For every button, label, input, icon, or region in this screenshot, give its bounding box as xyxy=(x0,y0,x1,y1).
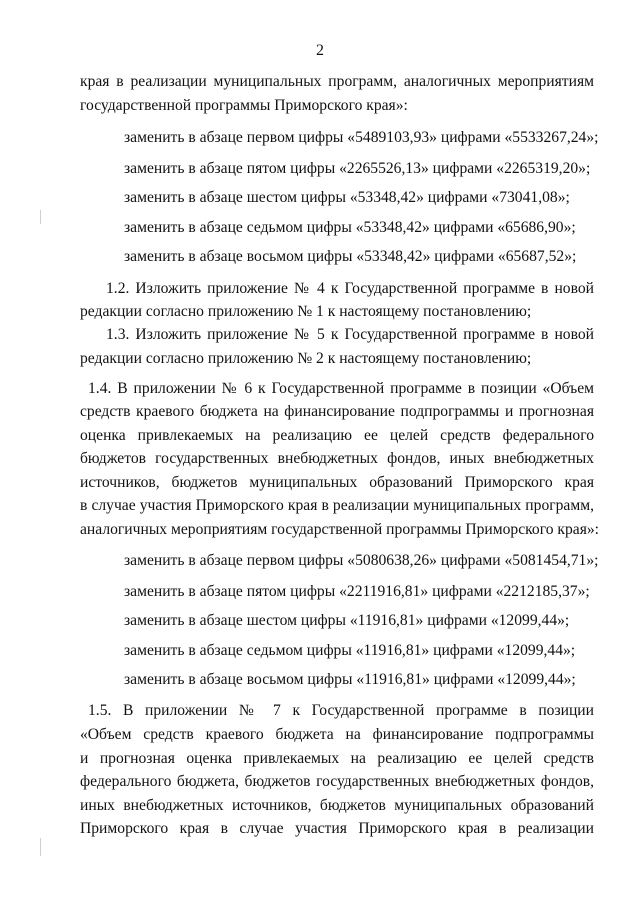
replacement-line: заменить в абзаце восьмом цифры «53348,42» цифрами «65687,52»; xyxy=(124,248,577,265)
item-1-4-line: 1.4. В приложении № 6 к Государственной программе в позиции «Объем xyxy=(88,380,594,397)
replacement-line: заменить в абзаце восьмом цифры «11916,81» цифрами «12099,44»; xyxy=(124,671,576,688)
item-1-5-line: федерального бюджета, бюджетов государственных внебюджетных фондов, xyxy=(80,773,594,790)
scan-mark xyxy=(40,838,41,856)
replacement-line: заменить в абзаце первом цифры «5080638,26» цифрами «5081454,71»; xyxy=(124,552,599,569)
item-1-5-line: и прогнозная оценка привлекаемых на реализацию ее целей средств xyxy=(80,750,594,767)
item-1-4-line: источников, бюджетов муниципальных образований Приморского края xyxy=(80,474,594,491)
replacement-line: заменить в абзаце шестом цифры «11916,81» цифрами «12099,44»; xyxy=(124,612,570,629)
intro-line: государственной программы Приморского края»: xyxy=(80,97,408,114)
item-1-4-line: бюджетов государственных внебюджетных фондов, иных внебюджетных xyxy=(80,450,594,467)
item-1-5-line: Приморского края в случае участия Приморского края в реализации xyxy=(80,820,594,837)
replacement-line: заменить в абзаце седьмом цифры «11916,81» цифрами «12099,44»; xyxy=(124,642,576,659)
item-1-3-line: 1.3. Изложить приложение № 5 к Государственной программе в новой xyxy=(106,326,594,343)
replacement-line: заменить в абзаце пятом цифры «2211916,81» цифрами «2212185,37»; xyxy=(124,583,590,600)
item-1-2-line: редакции согласно приложению № 1 к настоящему постановлению; xyxy=(80,303,532,320)
item-1-5-line: 1.5. В приложении № 7 к Государственной программе в позиции xyxy=(88,702,594,719)
scan-mark xyxy=(40,210,41,224)
item-1-2-line: 1.2. Изложить приложение № 4 к Государственной программе в новой xyxy=(106,280,594,297)
item-1-4-line: средств краевого бюджета на финансирование подпрограммы и прогнозная xyxy=(80,403,594,420)
replacement-line: заменить в абзаце пятом цифры «2265526,13» цифрами «2265319,20»; xyxy=(124,160,591,177)
item-1-5-line: иных внебюджетных источников, бюджетов муниципальных образований xyxy=(80,797,594,814)
intro-line: края в реализации муниципальных программ, аналогичных мероприятиям xyxy=(80,73,594,90)
replacement-line: заменить в абзаце первом цифры «5489103,93» цифрами «5533267,24»; xyxy=(124,129,599,146)
page-number: 2 xyxy=(316,42,324,59)
item-1-5-line: «Объем средств краевого бюджета на финансирование подпрограммы xyxy=(80,726,594,743)
replacement-line: заменить в абзаце седьмом цифры «53348,42» цифрами «65686,90»; xyxy=(124,219,576,236)
item-1-4-line: аналогичных мероприятиям государственной программы Приморского края»: xyxy=(80,521,600,538)
replacement-line: заменить в абзаце шестом цифры «53348,42» цифрами «73041,08»; xyxy=(124,189,570,206)
item-1-4-line: в случае участия Приморского края в реализации муниципальных программ, xyxy=(80,497,594,514)
item-1-3-line: редакции согласно приложению № 2 к настоящему постановлению; xyxy=(80,350,532,367)
item-1-4-line: оценка привлекаемых на реализацию ее целей средств федерального xyxy=(80,427,594,444)
